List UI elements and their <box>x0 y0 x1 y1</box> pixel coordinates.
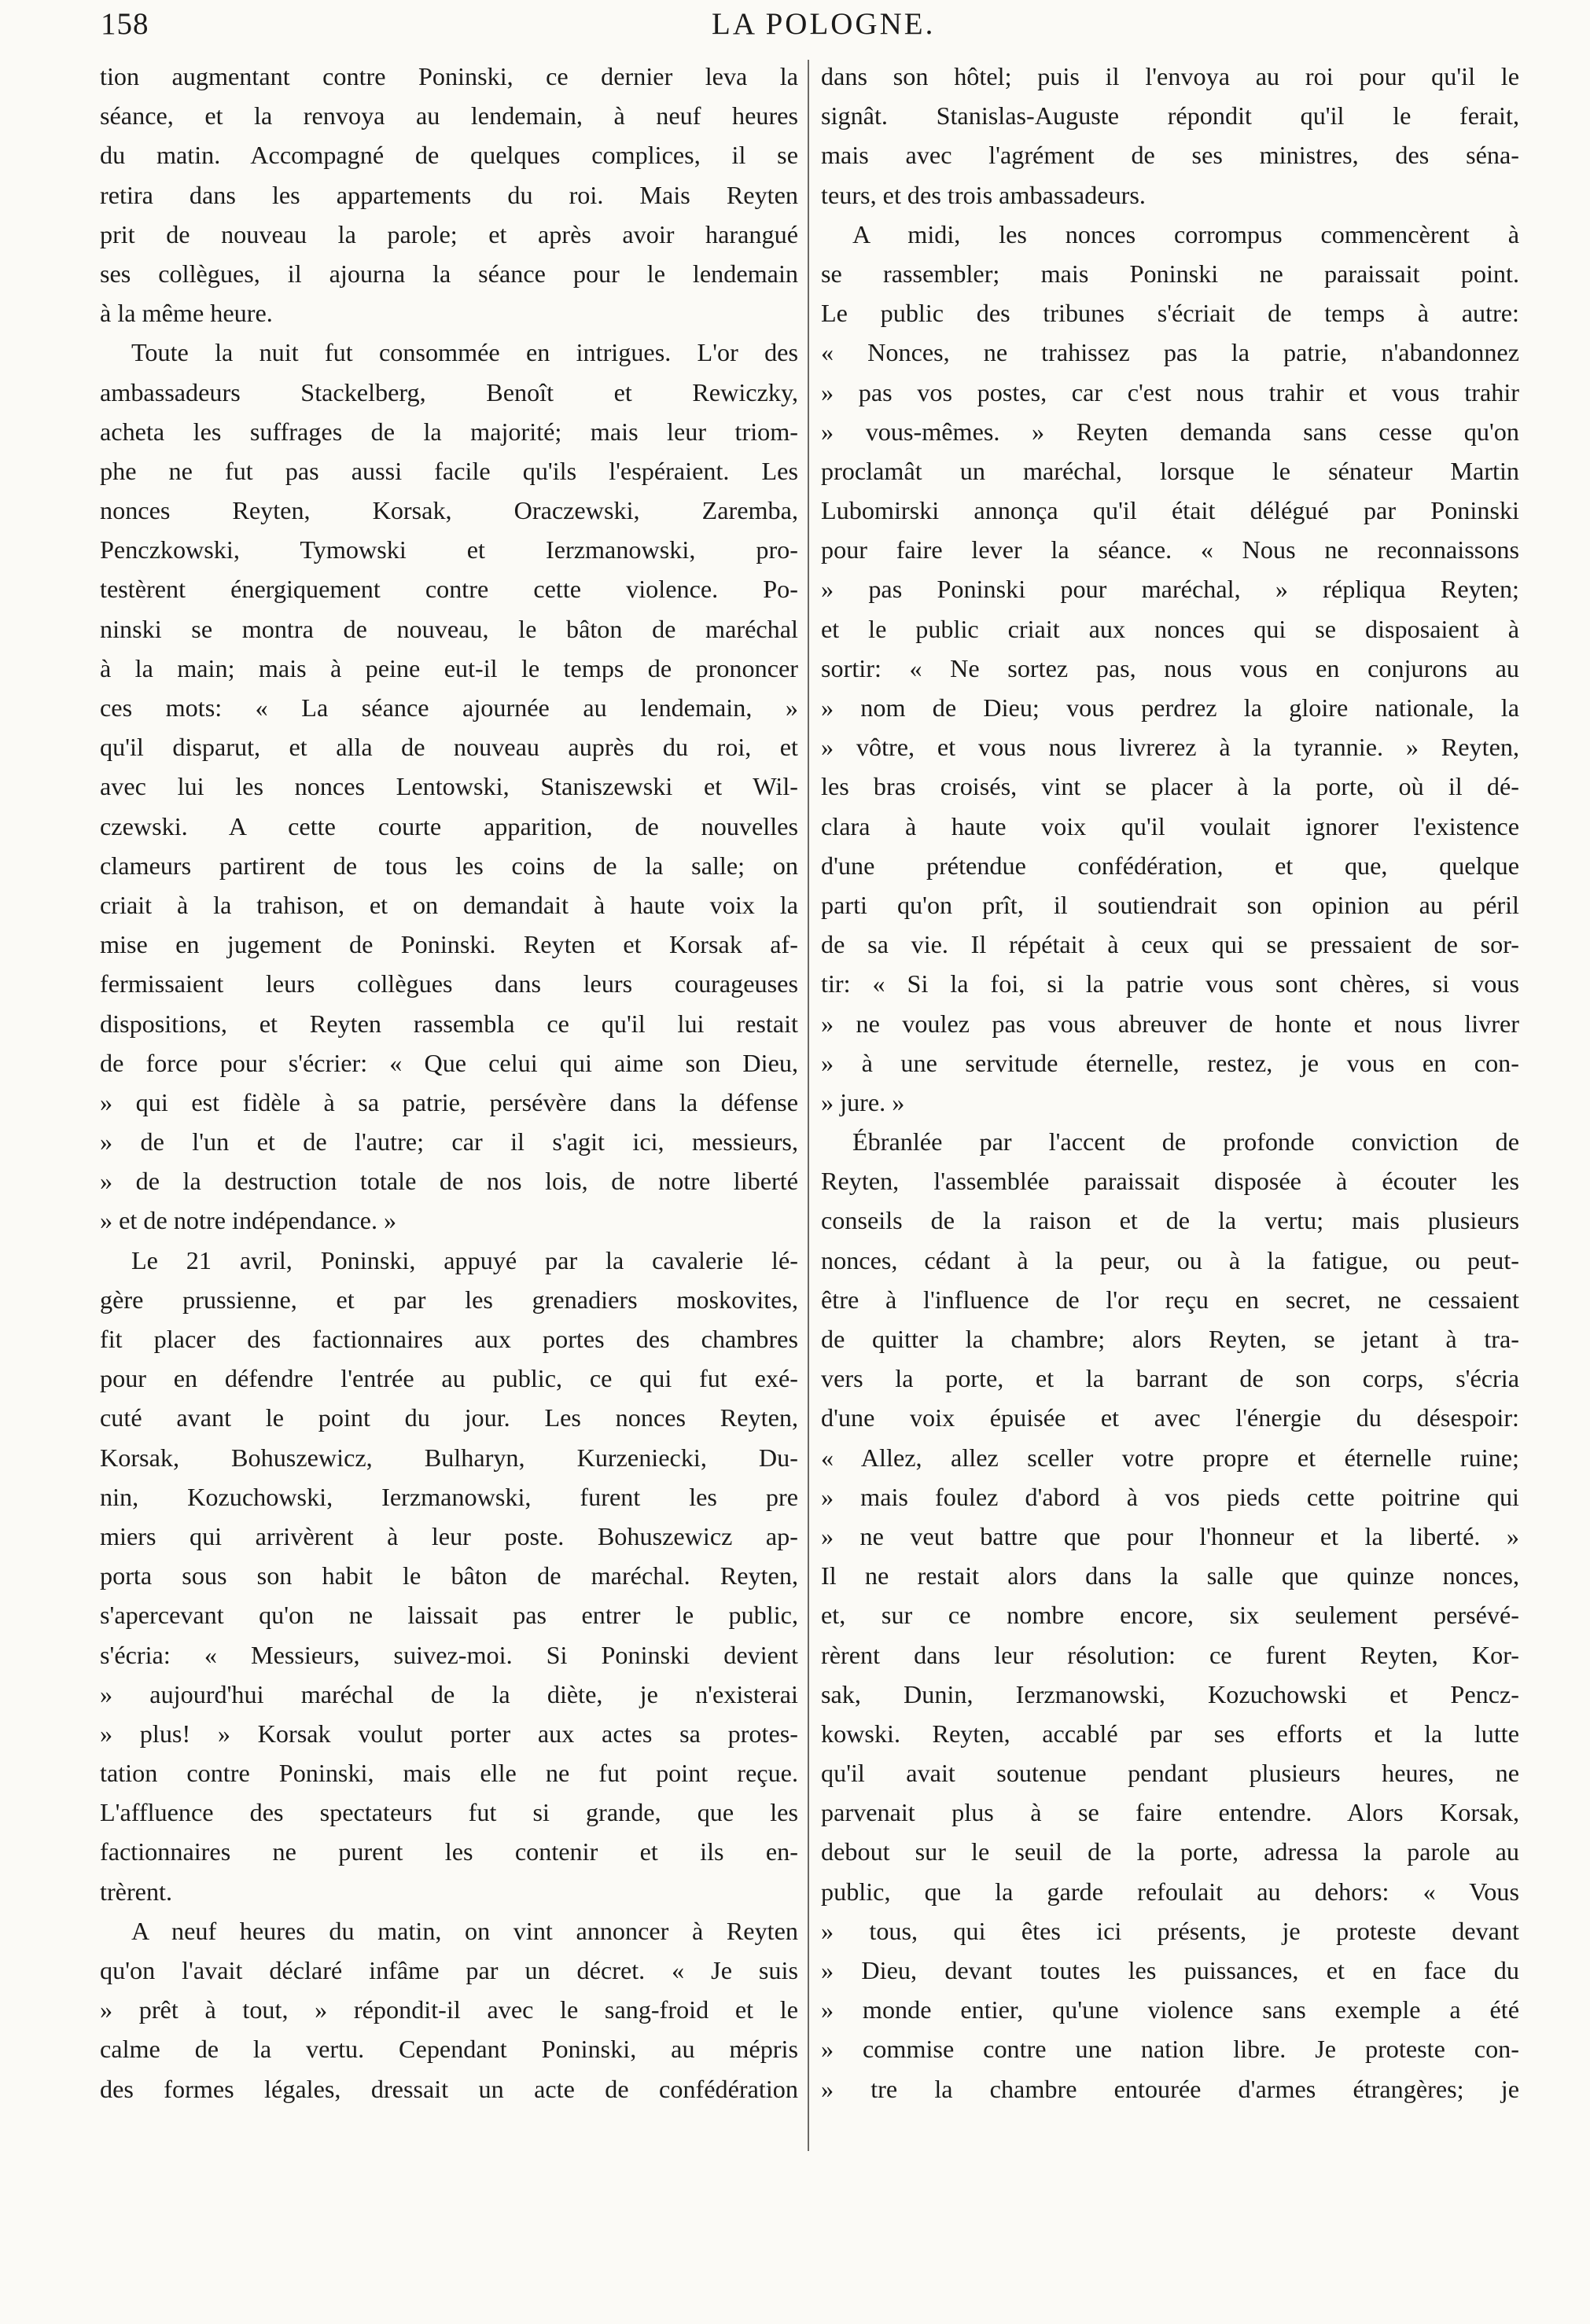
text-line: parti qu'on prît, il soutiendrait son opinion au péril <box>821 890 1519 919</box>
text-line: » jure. » <box>821 1087 905 1116</box>
text-line: miers qui arrivèrent à leur poste. Bohuszewicz ap- <box>100 1521 798 1550</box>
text-line: et le public criait aux nonces qui se disposaient à <box>821 614 1519 643</box>
text-line: conseils de la raison et de la vertu; mais plusieurs <box>821 1206 1519 1235</box>
text-line: czewski. A cette courte apparition, de nouvelles <box>100 811 798 840</box>
text-line: proclamât un maréchal, lorsque le sénateur Martin <box>821 456 1519 485</box>
text-line: factionnaires ne purent les contenir et ils en- <box>100 1837 798 1866</box>
text-line: à la main; mais à peine eut-il le temps de prononcer <box>100 653 798 682</box>
text-line: » qui est fidèle à sa patrie, persévère dans la défense <box>100 1087 798 1116</box>
text-line: » tre la chambre entourée d'armes étrangères; je <box>821 2074 1519 2103</box>
text-line: » de la destruction totale de nos lois, de notre liberté <box>100 1167 798 1196</box>
text-line: A neuf heures du matin, on vint annoncer à Reyten <box>131 1916 798 1945</box>
text-line: avec lui les nonces Lentowski, Staniszewski et Wil- <box>100 772 798 801</box>
text-line: tir: « Si la foi, si la patrie vous sont chères, si vous <box>821 969 1519 998</box>
text-line: d'une prétendue confédération, et que, quelque <box>821 851 1519 880</box>
running-title: LA POLOGNE. <box>712 7 936 41</box>
text-line: teurs, et des trois ambassadeurs. <box>821 180 1146 209</box>
text-line: dispositions, et Reyten rassembla ce qu'il lui restait <box>100 1009 798 1038</box>
text-line: ces mots: « La séance ajournée au lendemain, » <box>100 693 798 722</box>
text-line: d'une voix épuisée et avec l'énergie du désespoir: <box>821 1403 1519 1432</box>
text-line: Reyten, l'assemblée paraissait disposée à écouter les <box>821 1167 1519 1196</box>
text-line: des formes légales, dressait un acte de confédération <box>100 2074 798 2103</box>
text-line: « Nonces, ne trahissez pas la patrie, n'abandonnez <box>821 338 1519 367</box>
text-line: testèrent énergiquement contre cette violence. Po- <box>100 575 798 604</box>
text-line: pour faire lever la séance. « Nous ne reconnaissons <box>821 535 1519 564</box>
text-line: » ne voulez pas vous abreuver de honte et nous livrer <box>821 1009 1519 1038</box>
text-line: vers la porte, et la barrant de son corps, s'écria <box>821 1364 1519 1393</box>
text-line: » mais foulez d'abord à vos pieds cette poitrine qui <box>821 1482 1519 1511</box>
text-line: de force pour s'écrier: « Que celui qui aime son Dieu, <box>100 1048 798 1077</box>
text-line: mais avec l'agrément de ses ministres, des séna- <box>821 141 1519 170</box>
column-divider <box>808 60 809 2151</box>
text-line: rèrent dans leur résolution: ce furent Reyten, Kor- <box>821 1640 1519 1669</box>
text-line: » pas vos postes, car c'est nous trahir et vous trahir <box>821 377 1519 406</box>
text-line: Le 21 avril, Poninski, appuyé par la cavalerie lé- <box>131 1245 798 1274</box>
text-line: retira dans les appartements du roi. Mais Reyten <box>100 180 798 209</box>
text-line: pour en défendre l'entrée au public, ce qui fut exé- <box>100 1364 798 1393</box>
text-line: « Allez, allez sceller votre propre et éternelle ruine; <box>821 1443 1519 1472</box>
text-line: » pas Poninski pour maréchal, » répliqua Reyten; <box>821 575 1519 604</box>
text-line: nin, Kozuchowski, Ierzmanowski, furent les pre <box>100 1482 798 1511</box>
text-line: qu'on l'avait déclaré infâme par un décret. « Je suis <box>100 1956 798 1984</box>
text-line: A midi, les nonces corrompus commencèrent à <box>852 219 1519 248</box>
text-line: de quitter la chambre; alors Reyten, se jetant à tra- <box>821 1325 1519 1353</box>
text-line: trèrent. <box>100 1877 173 1906</box>
text-line: être à l'influence de l'or reçu en secret, ne cessaient <box>821 1285 1519 1314</box>
text-line: Lubomirski annonça qu'il était délégué par Poninski <box>821 496 1519 525</box>
text-line: criait à la trahison, et on demandait à haute voix la <box>100 890 798 919</box>
text-line: ses collègues, il ajourna la séance pour le lendemain <box>100 259 798 288</box>
text-line: Le public des tribunes s'écriait de temps à autre: <box>821 299 1519 328</box>
text-line: » prêt à tout, » répondit-il avec le sang-froid et le <box>100 1995 798 2024</box>
text-line: » plus! » Korsak voulut porter aux actes sa protes- <box>100 1719 798 1748</box>
text-line: s'écria: « Messieurs, suivez-moi. Si Poninski devient <box>100 1640 798 1669</box>
text-line: porta sous son habit le bâton de maréchal. Reyten, <box>100 1561 798 1590</box>
text-line: et, sur ce nombre encore, six seulement persévé- <box>821 1601 1519 1630</box>
text-line: Ébranlée par l'accent de profonde conviction de <box>852 1127 1519 1156</box>
text-line: prit de nouveau la parole; et après avoir harangué <box>100 219 798 248</box>
left-text-column <box>100 57 798 2109</box>
text-line: se rassembler; mais Poninski ne paraissait point. <box>821 259 1519 288</box>
text-line: tion augmentant contre Poninski, ce dernier leva la <box>100 62 798 90</box>
text-line: public, que la garde refoulait au dehors: « Vous <box>821 1877 1519 1906</box>
text-line: cuté avant le point du jour. Les nonces Reyten, <box>100 1403 798 1432</box>
text-line: » ne veut battre que pour l'honneur et la liberté. » <box>821 1521 1519 1550</box>
page-number: 158 <box>101 7 149 41</box>
text-line: » vôtre, et vous nous livrerez à la tyrannie. » Reyten, <box>821 733 1519 762</box>
text-line: les bras croisés, vint se placer à la porte, où il dé- <box>821 772 1519 801</box>
text-line: Toute la nuit fut consommée en intrigues. L'or des <box>131 338 798 367</box>
text-line: qu'il avait soutenue pendant plusieurs heures, ne <box>821 1759 1519 1788</box>
text-line: Penczkowski, Tymowski et Ierzmanowski, pro- <box>100 535 798 564</box>
text-line: » commise contre une nation libre. Je proteste con- <box>821 2035 1519 2064</box>
text-line: à la même heure. <box>100 299 273 328</box>
text-line: » aujourd'hui maréchal de la diète, je n'existerai <box>100 1679 798 1708</box>
text-line: dans son hôtel; puis il l'envoya au roi pour qu'il le <box>821 62 1519 90</box>
text-line: » nom de Dieu; vous perdrez la gloire nationale, la <box>821 693 1519 722</box>
text-line: séance, et la renvoya au lendemain, à neuf heures <box>100 101 798 131</box>
text-line: fit placer des factionnaires aux portes des chambres <box>100 1325 798 1353</box>
text-line: de sa vie. Il répétait à ceux qui se pressaient de sor- <box>821 930 1519 959</box>
text-line: ninski se montra de nouveau, le bâton de maréchal <box>100 614 798 643</box>
text-line: mise en jugement de Poninski. Reyten et Korsak af- <box>100 930 798 959</box>
text-line: gère prussienne, et par les grenadiers moskovites, <box>100 1285 798 1314</box>
text-line: » monde entier, qu'une violence sans exemple a été <box>821 1995 1519 2024</box>
text-line: clara à haute voix qu'il voulait ignorer l'existence <box>821 811 1519 840</box>
text-line: debout sur le seuil de la porte, adressa la parole au <box>821 1837 1519 1866</box>
text-line: s'apercevant qu'on ne laissait pas entrer le public, <box>100 1601 798 1630</box>
text-line: tation contre Poninski, mais elle ne fut point reçue. <box>100 1759 798 1788</box>
text-line: kowski. Reyten, accablé par ses efforts et la lutte <box>821 1719 1519 1748</box>
text-line: qu'il disparut, et alla de nouveau auprès du roi, et <box>100 733 798 762</box>
text-line: parvenait plus à se faire entendre. Alors Korsak, <box>821 1798 1519 1827</box>
text-line: » à une servitude éternelle, restez, je vous en con- <box>821 1048 1519 1077</box>
text-line: » Dieu, devant toutes les puissances, et en face du <box>821 1956 1519 1984</box>
text-line: Il ne restait alors dans la salle que quinze nonces, <box>821 1561 1519 1590</box>
text-line: acheta les suffrages de la majorité; mais leur triom- <box>100 417 798 446</box>
text-line: sortir: « Ne sortez pas, nous vous en conjurons au <box>821 653 1519 682</box>
text-line: sak, Dunin, Ierzmanowski, Kozuchowski et Pencz- <box>821 1679 1519 1708</box>
text-line: » de l'un et de l'autre; car il s'agit ici, messieurs, <box>100 1127 798 1156</box>
text-line: calme de la vertu. Cependant Poninski, au mépris <box>100 2035 798 2064</box>
text-line: » et de notre indépendance. » <box>100 1206 397 1235</box>
text-line: clameurs partirent de tous les coins de la salle; on <box>100 851 798 880</box>
text-line: fermissaient leurs collègues dans leurs courageuses <box>100 969 798 998</box>
right-text-column <box>821 57 1519 2109</box>
page-header <box>0 0 1590 55</box>
text-line: nonces Reyten, Korsak, Oraczewski, Zaremba, <box>100 496 798 525</box>
text-line: Korsak, Bohuszewicz, Bulharyn, Kurzeniecki, Du- <box>100 1443 798 1472</box>
text-line: L'affluence des spectateurs fut si grande, que les <box>100 1798 798 1827</box>
text-line: signât. Stanislas-Auguste répondit qu'il le ferait, <box>821 101 1519 131</box>
text-line: » tous, qui êtes ici présents, je proteste devant <box>821 1916 1519 1945</box>
text-line: phe ne fut pas aussi facile qu'ils l'espéraient. Les <box>100 456 798 485</box>
text-line: nonces, cédant à la peur, ou à la fatigue, ou peut- <box>821 1245 1519 1274</box>
text-line: » vous-mêmes. » Reyten demanda sans cesse qu'on <box>821 417 1519 446</box>
text-line: du matin. Accompagné de quelques complices, il se <box>100 141 798 170</box>
text-line: ambassadeurs Stackelberg, Benoît et Rewiczky, <box>100 377 798 406</box>
